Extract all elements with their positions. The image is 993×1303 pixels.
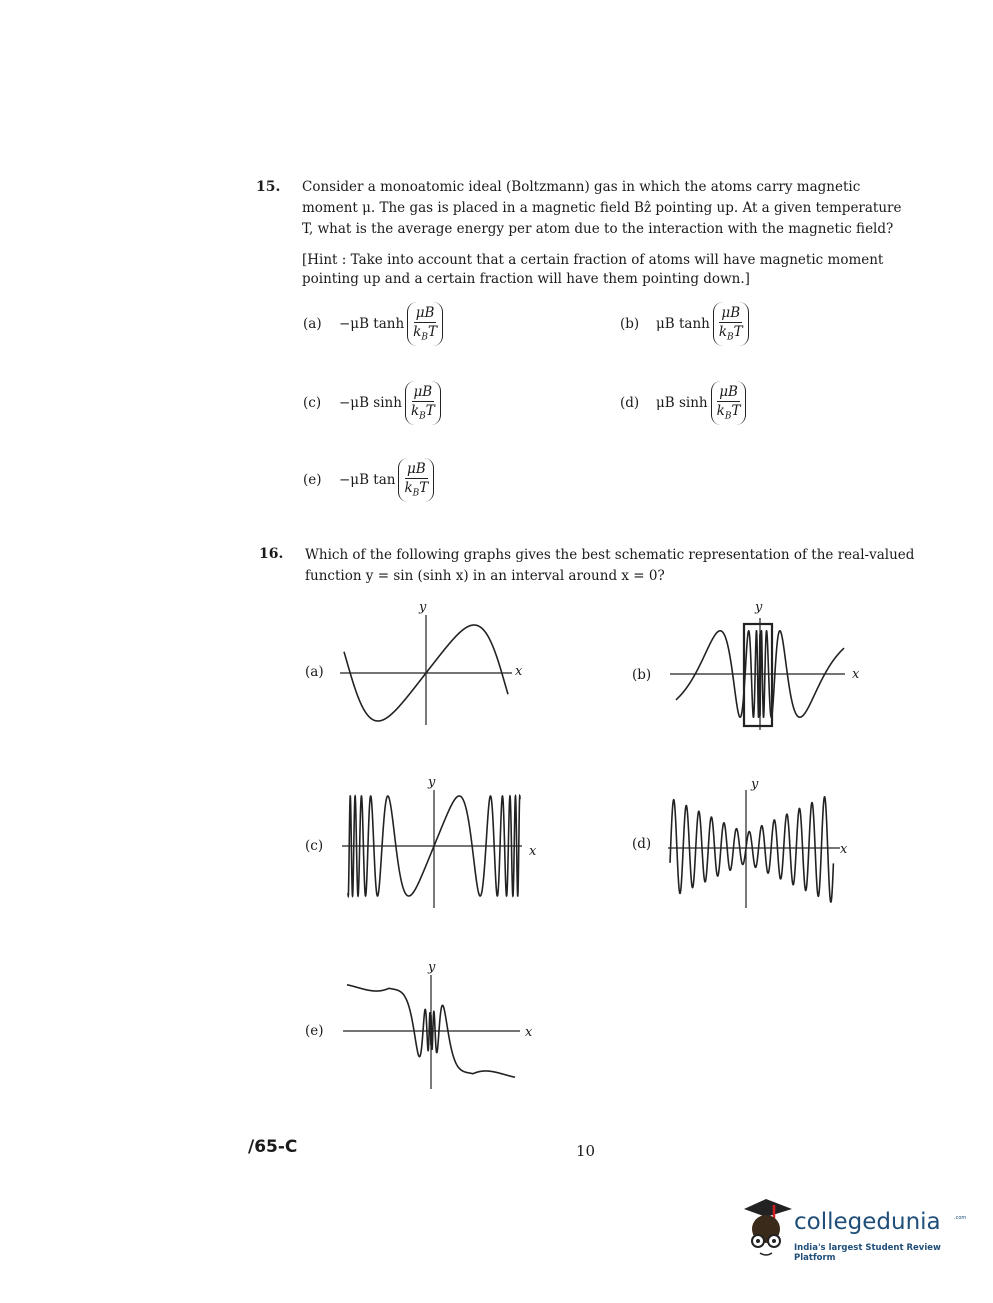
option-prefix: μB sinh: [656, 395, 708, 411]
question-16-number: 16.: [259, 546, 284, 562]
collegedunia-logo[interactable]: [736, 1195, 966, 1265]
graph-c-plot: [342, 790, 527, 912]
question-16-text: [305, 545, 925, 587]
option-prefix: μB tanh: [656, 316, 710, 332]
q15-option-e[interactable]: [303, 458, 434, 502]
graph-e-y-label: y: [428, 960, 436, 975]
option-label: (c): [303, 395, 322, 411]
fraction-denominator: $k_BT$: [410, 403, 435, 422]
curve: [670, 797, 833, 902]
fraction-parentheses: [398, 458, 434, 502]
graph-d[interactable]: [668, 790, 848, 908]
graph-a[interactable]: [340, 615, 523, 730]
graph-c-y-label: y: [428, 775, 436, 790]
option-prefix: −μB tan: [339, 472, 396, 488]
graph-b-plot: [670, 618, 850, 733]
logo-tagline: India's largest Student Review Platform: [794, 1243, 941, 1263]
option-prefix: −μB sinh: [339, 395, 402, 411]
fraction-parentheses: [407, 302, 443, 346]
fraction-numerator: μB: [407, 461, 426, 478]
fraction: [411, 384, 435, 422]
fraction-numerator: μB: [721, 305, 741, 322]
q15-option-c[interactable]: [303, 381, 441, 425]
graph-c-x-label: x: [529, 844, 537, 859]
graph-d-plot: [668, 790, 848, 908]
graph-label-e: (e): [305, 1023, 324, 1039]
q16-line-2: function y = sin (sinh x) in an interval around x = 0?: [305, 568, 665, 584]
q16-line-1: Which of the following graphs gives the best schematic representation of the real-valued: [305, 547, 915, 563]
graph-d-y-label: y: [751, 777, 759, 792]
graph-a-plot: [340, 615, 523, 730]
fraction-denominator: $k_BT$: [413, 324, 437, 343]
graph-label-b: (b): [632, 667, 652, 683]
hint-line-1: [Hint : Take into account that a certain fraction of atoms will have magnetic moment: [302, 252, 884, 268]
q15-option-b[interactable]: [620, 302, 749, 346]
question-15-hint: [302, 251, 922, 289]
graph-d-x-label: x: [840, 842, 848, 857]
fraction-numerator: μB: [415, 305, 435, 322]
page-number: 10: [576, 1142, 596, 1160]
option-label: (d): [620, 395, 640, 411]
graph-b-x-label: x: [852, 667, 860, 682]
q15-line-1: Consider a monoatomic ideal (Boltzmann) gas in which the atoms carry magnetic: [302, 179, 861, 195]
graph-c[interactable]: [342, 790, 527, 912]
graph-b[interactable]: [670, 618, 850, 733]
option-label: (b): [620, 316, 640, 332]
graph-e-x-label: x: [525, 1025, 533, 1040]
q15-line-3: T, what is the average energy per atom due to the interaction with the magnetic field?: [302, 221, 894, 237]
fraction-numerator: μB: [413, 384, 433, 401]
q15-option-d[interactable]: [620, 381, 746, 425]
graph-e-plot: [343, 975, 528, 1093]
fraction-denominator: $k_BT$: [718, 324, 743, 343]
option-label: (a): [303, 316, 322, 332]
question-15-text: [302, 177, 922, 240]
fraction-parentheses: [405, 381, 441, 425]
graph-label-d: (d): [632, 836, 652, 852]
fraction-parentheses: [711, 381, 747, 425]
graph-label-c: (c): [305, 838, 324, 854]
mascot-icon: [736, 1195, 796, 1261]
fraction-numerator: μB: [719, 384, 738, 401]
graph-a-y-label: y: [419, 600, 427, 615]
logo-name: collegedunia: [794, 1209, 941, 1235]
fraction: [717, 384, 741, 422]
fraction-parentheses: [713, 302, 749, 346]
graph-label-a: (a): [305, 664, 324, 680]
fraction: [719, 305, 743, 343]
graph-e[interactable]: [343, 975, 528, 1093]
logo-com: .com: [954, 1215, 967, 1221]
question-15-number: 15.: [256, 179, 281, 195]
fraction: [413, 305, 437, 343]
paper-code: /65-C: [248, 1137, 298, 1157]
hint-line-2: pointing up and a certain fraction will have them pointing down.]: [302, 271, 750, 287]
graph-a-x-label: x: [515, 664, 523, 679]
option-prefix: −μB tanh: [339, 316, 405, 332]
option-label: (e): [303, 472, 322, 488]
graph-b-y-label: y: [755, 600, 763, 615]
q15-option-a[interactable]: [303, 302, 443, 346]
q15-line-2: moment μ. The gas is placed in a magnetic field Bẑ pointing up. At a given temperature: [302, 200, 902, 216]
fraction-denominator: $k_BT$: [716, 403, 741, 422]
fraction: [404, 461, 428, 499]
fraction-denominator: $k_BT$: [404, 480, 429, 499]
